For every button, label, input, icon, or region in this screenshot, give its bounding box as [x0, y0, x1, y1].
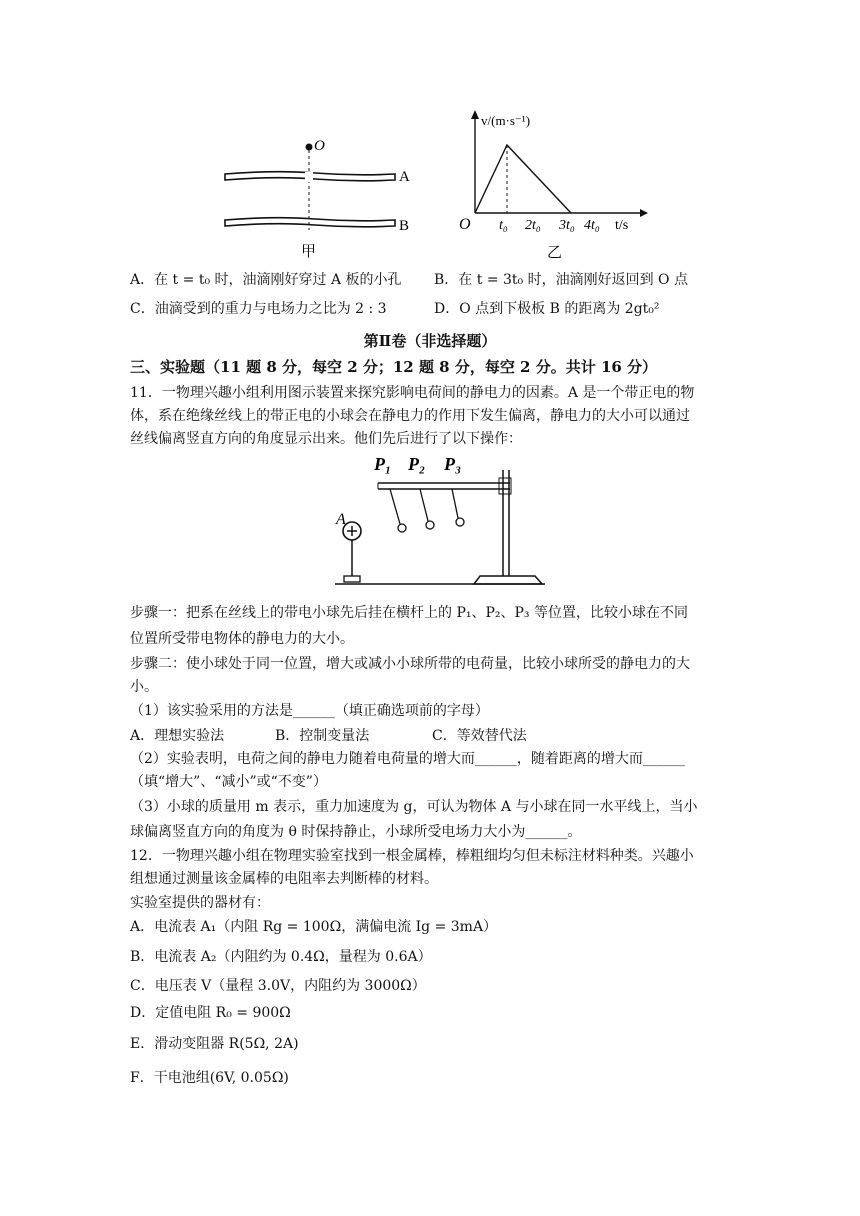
q11-option-a: A．理想实验法 — [130, 728, 225, 744]
q11-sub3b: 球偏离竖直方向的角度为 θ 时保持静止，小球所受电场力大小为______。 — [130, 824, 582, 840]
q11-option-b: B．控制变量法 — [275, 728, 370, 744]
charge-a-label: A — [336, 511, 346, 528]
plate-b — [225, 218, 395, 227]
q10-option-a: A．在 t = t₀ 时，油滴刚好穿过 A 板的小孔 — [130, 272, 402, 288]
figure-jia — [215, 130, 425, 260]
tick-label: 4t₀ — [584, 218, 600, 233]
q12-item-d: D．定值电阻 R₀ = 900Ω — [130, 1005, 291, 1021]
q11-step1b: 位置所受带电物体的静电力的大小。 — [130, 631, 354, 647]
q11-sub2a: （2）实验表明，电荷之间的静电力随着电荷量的增大而______，随着距离的增大而______ — [130, 751, 685, 767]
point-o — [306, 144, 313, 151]
b-label: B — [399, 218, 410, 234]
tick-label: 2t₀ — [525, 218, 541, 233]
section2-title: 第Ⅱ卷（非选择题） — [363, 332, 497, 350]
q12-line3: 实验室提供的器材有： — [130, 895, 270, 911]
q11-line2: 体，系在绝缘丝线上的带正电的小球会在静电力的作用下发生偏离，静电力的大小可以通过 — [130, 408, 690, 424]
jia-caption: 甲 — [301, 244, 317, 260]
q12-item-c: C．电压表 V（量程 3.0V，内阻约为 3000Ω） — [130, 978, 426, 994]
yi-caption: 乙 — [547, 245, 563, 260]
a-label: A — [399, 169, 410, 185]
q11-option-c: C．等效替代法 — [432, 728, 527, 744]
q11-step2a: 步骤二：使小球处于同一位置，增大或减小小球所带的电荷量，比较小球所受的静电力的大 — [130, 656, 690, 672]
section3-title: 三、实验题（11 题 8 分，每空 2 分；12 题 8 分，每空 2 分。共计 16 分） — [130, 358, 658, 376]
q10-option-b: B．在 t = 3t₀ 时，油滴刚好返回到 O 点 — [434, 272, 688, 288]
q12-item-a: A．电流表 A₁（内阻 Rg = 100Ω，满偏电流 Ig = 3mA） — [130, 919, 498, 935]
y-axis-label: v/(m·s⁻¹) — [481, 113, 531, 128]
q12-line2: 组想通过测量该金属棒的电阻率去判断棒的材料。 — [130, 871, 438, 887]
apparatus-figure — [330, 452, 550, 592]
p3-label: P₃ — [444, 454, 462, 474]
q10-option-c: C．油滴受到的重力与电场力之比为 2 : 3 — [130, 301, 387, 317]
p2-label: P₂ — [408, 454, 426, 474]
p1-label: P₁ — [374, 454, 392, 474]
x-unit-label: t/s — [615, 218, 629, 233]
q10-option-d: D．O 点到下极板 B 的距离为 2gt₀² — [434, 301, 660, 317]
q11-line3: 丝线偏离竖直方向的角度显示出来。他们先后进行了以下操作： — [130, 431, 522, 447]
o-label: O — [314, 138, 325, 154]
tick-label: t₀ — [499, 218, 508, 233]
q11-step1a: 步骤一：把系在丝线上的带电小球先后挂在横杆上的 P₁、P₂、P₃ 等位置，比较小球在不同 — [130, 605, 688, 621]
q11-line1: 11．一物理兴趣小组利用图示装置来探究影响电荷间的静电力的因素。A 是一个带正电的物 — [130, 385, 695, 401]
q12-item-b: B．电流表 A₂（内阻约为 0.4Ω，量程为 0.6A） — [130, 949, 432, 965]
origin-label: O — [459, 216, 471, 233]
q11-step2b: 小。 — [130, 679, 158, 695]
figure-yi — [455, 105, 655, 260]
q11-sub1: （1）该实验采用的方法是______（填正确选项前的字母） — [130, 703, 489, 719]
q12-item-f: F．干电池组(6V, 0.05Ω) — [130, 1070, 289, 1086]
velocity-line — [475, 145, 571, 213]
q12-item-e: E．滑动变阻器 R(5Ω, 2A) — [130, 1036, 299, 1052]
q11-sub2b: （填“增大”、“减小”或“不变”） — [130, 774, 327, 790]
q11-sub3a: （3）小球的质量用 m 表示，重力加速度为 g，可认为物体 A 与小球在同一水平线上，当小 — [130, 799, 698, 815]
q12-line1: 12．一物理兴趣小组在物理实验室找到一根金属棒，棒粗细均匀但未标注材料种类。兴趣小 — [130, 848, 694, 864]
tick-label: 3t₀ — [559, 218, 575, 233]
